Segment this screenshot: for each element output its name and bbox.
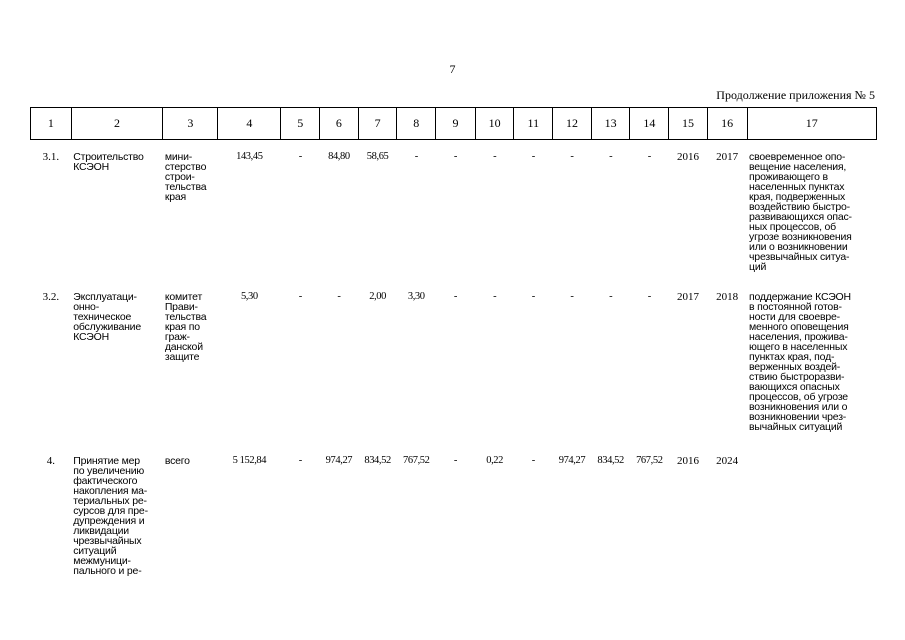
table-cell: 767,52 [403,455,430,466]
table-cell: 974,27 [558,455,586,466]
expected-result: поддержание КСЭОН в постоянной готов- ности для своевре- менного оповещения населения, прожива- ющего в населенных пунктах края, под- верженных воздей- ствию быстроразви- вающихся опасных процессов, об угрозе возникновения или о возникновении чрез- вычайных ситуаций [749,291,851,433]
item-number: 3.1. [42,151,60,163]
end-year: 2018 [716,291,739,303]
table-cell: - [493,291,497,302]
page-number: 7 [449,62,456,76]
table-cell: - [453,151,457,162]
column-header: 9 [436,108,476,140]
column-header: 13 [591,108,630,140]
total-amount: 5,30 [240,291,258,302]
total-amount: 5 152,84 [232,455,267,466]
table-cell: - [609,151,613,162]
table-cell: - [647,291,651,302]
executor: мини- стерство строи- тельства края [164,151,207,203]
measure-name: Эксплуатаци- онно- техническое обслуживание КСЭОН [73,291,141,343]
table-row [31,444,877,596]
start-year: 2017 [676,291,699,303]
table-cell: 84,80 [328,151,350,162]
table-cell: 974,27 [325,455,353,466]
total-amount: 143,45 [236,151,263,162]
table-cell: 767,52 [636,455,663,466]
table-row [31,140,877,281]
program-table [30,107,877,596]
measure-name: Строительство КСЭОН [73,151,144,173]
table-cell: - [298,291,302,302]
column-header: 1 [31,108,72,140]
item-number: 3.2. [42,291,60,303]
column-header: 4 [218,108,281,140]
table-cell: - [337,291,341,302]
column-header: 11 [514,108,553,140]
executor: всего [164,455,190,467]
column-header: 7 [358,108,397,140]
table-cell: - [609,291,613,302]
table-cell: - [570,291,574,302]
table-cell: - [453,291,457,302]
table-cell: 58,65 [366,151,389,162]
table-cell: - [570,151,574,162]
column-header: 14 [630,108,669,140]
table-cell: 3,30 [407,291,425,302]
table-cell: 0,22 [486,455,504,466]
table-cell: - [531,455,535,466]
executor: комитет Прави- тельства края по граж- данской защите [164,291,207,363]
start-year: 2016 [676,151,699,163]
end-year: 2024 [716,455,739,467]
column-header: 8 [397,108,436,140]
table-cell: 834,52 [364,455,391,466]
table-cell: - [298,455,302,466]
measure-name: Принятие мер по увеличению фактического накопления ма- териальных ре- сурсов для пре- дупреждения и ликвидации чрезвычайных ситуаций межмуници- пального и ре- [73,455,148,577]
table-cell: - [414,151,418,162]
column-header: 15 [669,108,708,140]
header-row [31,108,877,140]
column-header: 6 [320,108,359,140]
column-header: 10 [475,108,514,140]
table-cell: - [531,151,535,162]
table-cell: 834,52 [597,455,624,466]
table-cell: - [531,291,535,302]
column-header: 16 [707,108,747,140]
end-year: 2017 [716,151,739,163]
column-header: 3 [163,108,218,140]
expected-result [747,444,876,596]
table-cell: - [493,151,497,162]
item-number: 4. [46,455,55,467]
expected-result: своевременное опо- вещение населения, проживающего в населенных пунктах края, подверженных воздействию быстро- развивающихся опас- ных процессов, об угрозе возникновения или о возникновении чрезвычайных ситуа- ций [749,151,852,273]
column-header: 5 [281,108,320,140]
continuation-note: Продолжение приложения № 5 [716,88,875,102]
table-cell: - [298,151,302,162]
column-header: 12 [553,108,592,140]
column-header: 17 [747,108,876,140]
table-cell: 2,00 [369,291,386,302]
table-cell: - [647,151,651,162]
start-year: 2016 [676,455,699,467]
column-header: 2 [71,108,163,140]
table-row [31,280,877,444]
table-cell: - [453,455,457,466]
